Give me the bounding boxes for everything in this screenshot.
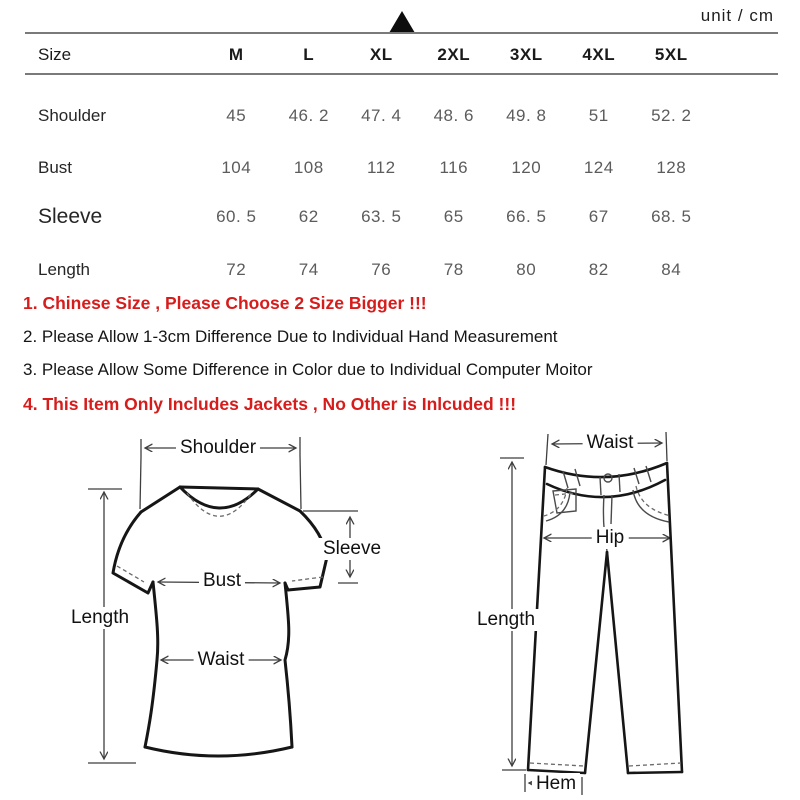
shirt-sleeve-label: Sleeve xyxy=(319,538,385,560)
top-divider xyxy=(25,32,778,34)
table-header-row xyxy=(0,43,800,67)
header-divider xyxy=(25,73,778,75)
table-row-shoulder xyxy=(0,104,800,128)
size-header-label: Size xyxy=(38,45,72,64)
cell-value: 124 xyxy=(583,158,614,177)
cell-value: 67 xyxy=(588,207,609,226)
pointer-triangle-icon xyxy=(389,11,415,33)
pants-length-label: Length xyxy=(473,609,539,631)
column-header-2xl: 2XL xyxy=(437,45,471,64)
cell-value: 51 xyxy=(588,106,609,125)
note-2: 2. Please Allow 1-3cm Difference Due to Individual Hand Measurement xyxy=(23,327,558,346)
cell-value: 116 xyxy=(439,158,469,177)
shirt-shoulder-label: Shoulder xyxy=(176,437,260,459)
cell-value: 76 xyxy=(371,260,392,279)
pants-waist-label: Waist xyxy=(583,432,638,454)
pants-hip-label: Hip xyxy=(592,527,629,549)
cell-value: 45 xyxy=(226,106,247,125)
table-row-sleeve xyxy=(0,205,800,229)
cell-value: 60. 5 xyxy=(216,207,257,226)
cell-value: 63. 5 xyxy=(361,207,402,226)
column-header-3xl: 3XL xyxy=(509,45,543,64)
column-header-l: L xyxy=(303,45,315,64)
tshirt-measure-lines xyxy=(88,437,358,763)
cell-value: 68. 5 xyxy=(651,207,692,226)
tshirt-outline xyxy=(113,487,327,756)
note-3: 3. Please Allow Some Difference in Color due to Individual Computer Moitor xyxy=(23,360,593,379)
shirt-waist-label: Waist xyxy=(194,649,249,671)
column-header-m: M xyxy=(228,45,244,64)
cell-value: 104 xyxy=(221,158,252,177)
cell-value: 80 xyxy=(516,260,537,279)
table-row-bust xyxy=(0,156,800,180)
row-label-sleeve: Sleeve xyxy=(38,205,103,228)
pants-hem-label: Hem xyxy=(532,773,580,795)
cell-value: 65 xyxy=(443,207,464,226)
cell-value: 49. 8 xyxy=(506,106,547,125)
cell-value: 120 xyxy=(511,158,542,177)
shirt-bust-label: Bust xyxy=(199,570,245,592)
row-label-bust: Bust xyxy=(38,158,73,177)
shirt-length-label: Length xyxy=(67,607,133,629)
table-row-length xyxy=(0,258,800,282)
row-label-length: Length xyxy=(38,260,90,279)
cell-value: 66. 5 xyxy=(506,207,547,226)
cell-value: 47. 4 xyxy=(361,106,402,125)
cell-value: 46. 2 xyxy=(288,106,329,125)
cell-value: 84 xyxy=(661,260,682,279)
cell-value: 62 xyxy=(298,207,319,226)
column-header-5xl: 5XL xyxy=(654,45,688,64)
cell-value: 52. 2 xyxy=(651,106,692,125)
cell-value: 108 xyxy=(293,158,324,177)
cell-value: 112 xyxy=(366,158,396,177)
cell-value: 128 xyxy=(656,158,687,177)
unit-label: unit / cm xyxy=(700,6,774,25)
note-4: 4. This Item Only Includes Jackets , No Other is Inlcuded !!! xyxy=(23,394,517,414)
pants-outline xyxy=(528,463,682,773)
cell-value: 78 xyxy=(443,260,464,279)
column-header-4xl: 4XL xyxy=(582,45,616,64)
cell-value: 82 xyxy=(588,260,609,279)
column-header-xl: XL xyxy=(369,45,393,64)
row-label-shoulder: Shoulder xyxy=(38,106,107,125)
cell-value: 48. 6 xyxy=(433,106,474,125)
cell-value: 74 xyxy=(298,260,319,279)
cell-value: 72 xyxy=(226,260,247,279)
note-1: 1. Chinese Size , Please Choose 2 Size Bigger !!! xyxy=(23,293,427,313)
